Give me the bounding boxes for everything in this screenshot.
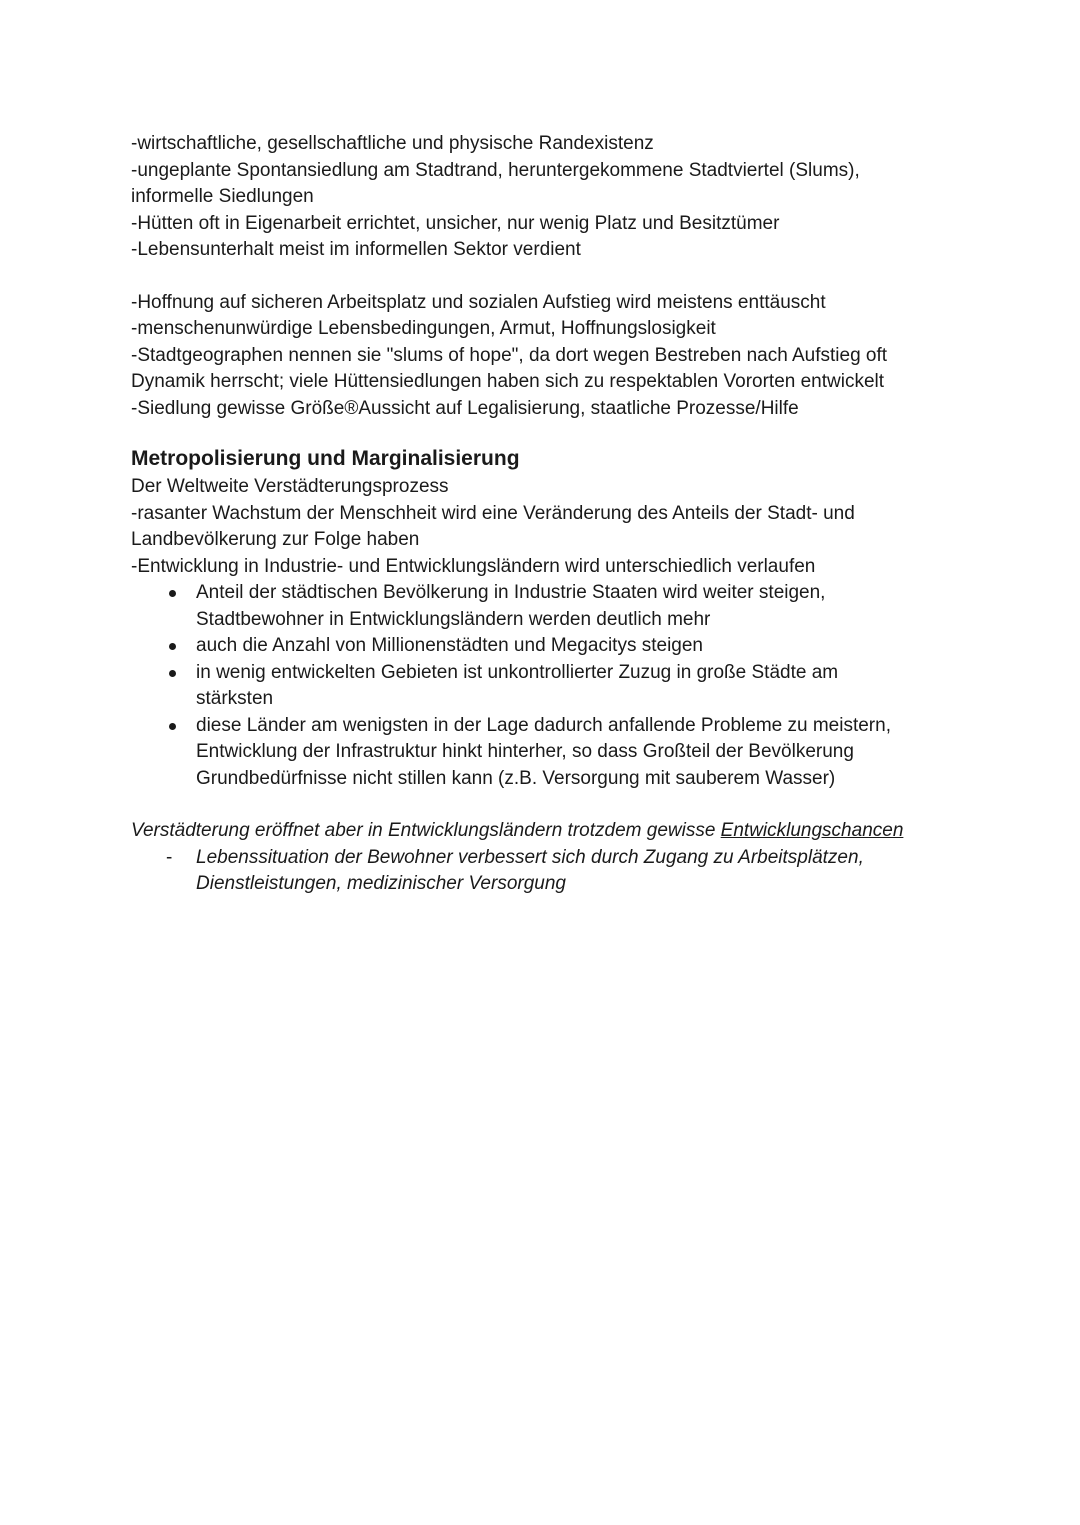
text-line: -rasanter Wachstum der Menschheit wird eine Veränderung des Anteils der Stadt- und [131, 502, 855, 524]
bullet-text: auch die Anzahl von Millionenstädten und Megacitys steigen [196, 635, 703, 656]
document-page [131, 131, 961, 898]
bullet-text: stärksten [196, 688, 274, 709]
dash-list [131, 845, 961, 898]
intro-text: Verstädterung eröffnet aber in Entwicklungsländern trotzdem gewisse [131, 820, 721, 841]
text-line: -Entwicklung in Industrie- und Entwicklungsländern wird unterschiedlich verlaufen [131, 555, 816, 577]
paragraph-gap [131, 792, 961, 818]
dash-text: Lebenssituation der Bewohner verbessert sich durch Zugang zu Arbeitsplätzen, [196, 846, 864, 868]
italic-intro-line [131, 818, 961, 845]
text-line: -Hütten oft in Eigenarbeit errichtet, unsicher, nur wenig Platz und Besitztümer [131, 212, 780, 234]
text-line: -Lebensunterhalt meist im informellen Sektor verdient [131, 239, 581, 260]
bullet-text: Stadtbewohner in Entwicklungsländern werden deutlich mehr [196, 608, 711, 630]
text-line: -Stadtgeographen nennen sie "slums of hope", da dort wegen Bestreben nach Aufstieg oft [131, 344, 888, 366]
bullet-item [131, 713, 961, 793]
text-line: -Hoffnung auf sicheren Arbeitsplatz und sozialen Aufstieg wird meistens enttäuscht [131, 291, 826, 313]
bullet-icon [169, 670, 176, 677]
bullet-icon [169, 723, 176, 730]
bullet-icon [169, 590, 176, 597]
text-line: -ungeplante Spontansiedlung am Stadtrand, heruntergekommene Stadtviertel (Slums), [131, 159, 860, 181]
text-line: -menschenunwürdige Lebensbedingungen, Armut, Hoffnungslosigkeit [131, 318, 716, 339]
section-heading: Metropolisierung und Marginalisierung [131, 447, 520, 470]
text-line: Dynamik herrscht; viele Hüttensiedlungen haben sich zu respektablen Vororten entwickelt [131, 371, 885, 392]
dash-text: Dienstleistungen, medizinischer Versorgung [196, 873, 566, 894]
bullet-text: diese Länder am wenigsten in der Lage dadurch anfallende Probleme zu meistern, [196, 714, 891, 736]
bullet-item [131, 660, 961, 713]
dash-icon: - [166, 846, 173, 868]
section-metropolisierung [131, 444, 961, 792]
subheading-line: Der Weltweite Verstädterungsprozess [131, 476, 449, 497]
text-line: informelle Siedlungen [131, 186, 314, 207]
section-entwicklungschancen [131, 818, 961, 898]
dash-item [131, 845, 961, 898]
paragraph-gap [131, 264, 961, 290]
text-line: -wirtschaftliche, gesellschaftliche und physische Randexistenz [131, 133, 654, 154]
text-line: Landbevölkerung zur Folge haben [131, 529, 420, 550]
bullet-icon [169, 643, 176, 650]
bullet-text: Grundbedürfnisse nicht stillen kann (z.B. Versorgung mit sauberem Wasser) [196, 767, 836, 789]
bullet-text: Anteil der städtischen Bevölkerung in Industrie Staaten wird weiter steigen, [196, 582, 826, 603]
bullet-text: Entwicklung der Infrastruktur hinkt hinterher, so dass Großteil der Bevölkerung [196, 741, 854, 762]
bullet-item [131, 633, 961, 660]
paragraph-gap [131, 422, 961, 444]
text-line: -Siedlung gewisse Größe®Aussicht auf Legalisierung, staatliche Prozesse/Hilfe [131, 397, 799, 419]
bullet-text: in wenig entwickelten Gebieten ist unkontrollierter Zuzug in große Städte am [196, 661, 839, 683]
bullet-item [131, 580, 961, 633]
section-slums-of-hope [131, 290, 961, 423]
underlined-term: Entwicklungschancen [720, 820, 904, 841]
section-slum-characteristics [131, 131, 961, 264]
bullet-list [131, 580, 961, 792]
